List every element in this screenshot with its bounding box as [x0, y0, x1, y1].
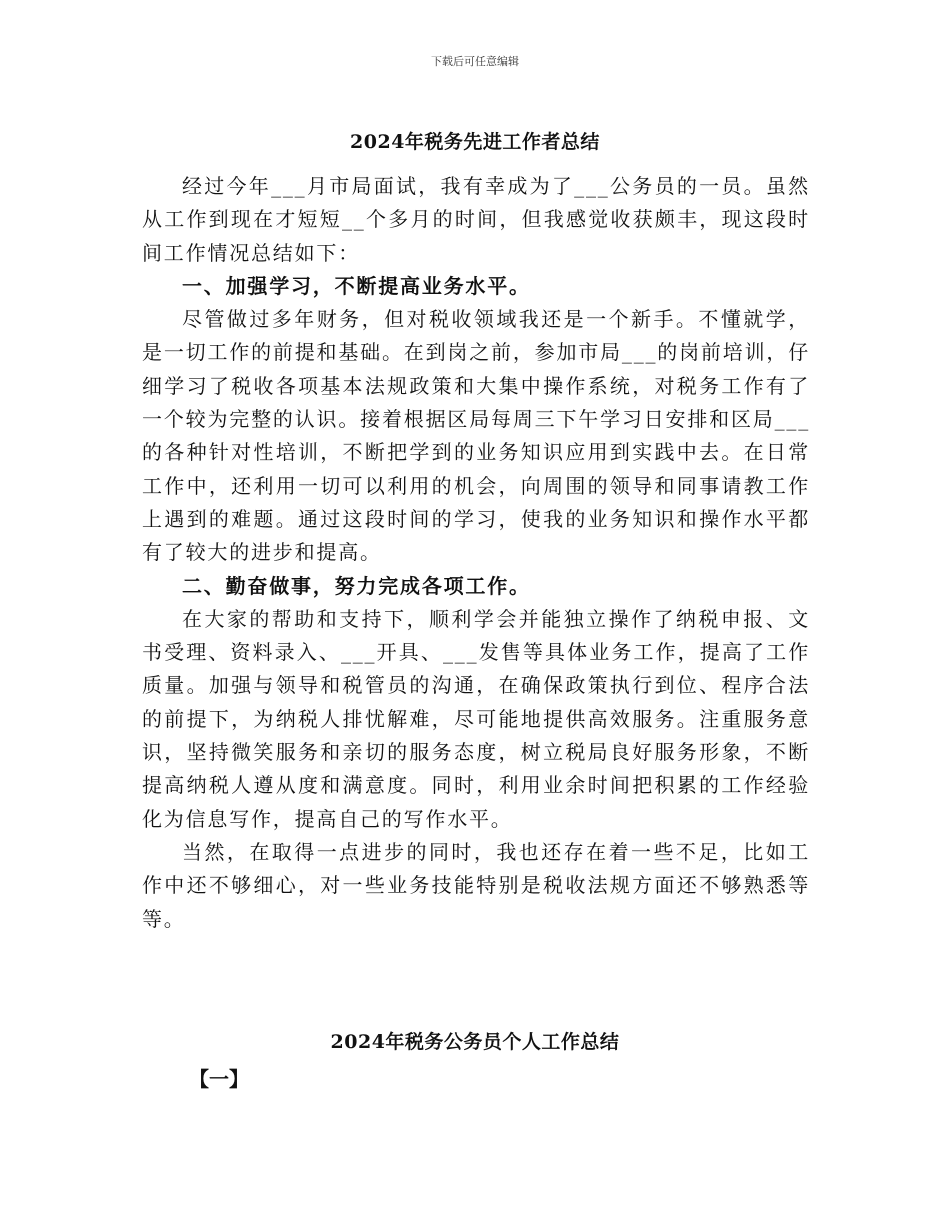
- part-label: 【一】: [189, 1067, 249, 1091]
- document-body: [142, 170, 810, 936]
- second-document-title: 2024年税务公务员个人工作总结: [330, 1031, 620, 1053]
- document-title: 2024年税务先进工作者总结: [350, 131, 600, 153]
- section-1-paragraph: 尽管做过多年财务，但对税收领域我还是一个新手。不懂就学，是一切工作的前提和基础。在到岗之前，参加市局___的岗前培训，仔细学习了税收各项基本法规政策和大集中操作系统，对税务工作有了一个较为完整的认识。接着根据区局每周三下午学习日安排和区局___的各种针对性培训，不断把学到的业务知识应用到实践中去。在日常工作中，还利用一切可以利用的机会，向周围的领导和同事请教工作上遇到的难题。通过这段时间的学习，使我的业务知识和操作水平都有了较大的进步和提高。: [142, 307, 810, 565]
- closing-paragraph: 当然，在取得一点进步的同时，我也还存在着一些不足，比如工作中还不够细心，对一些业务技能特别是税收法规方面还不够熟悉等等。: [142, 839, 810, 931]
- header-note: 下载后可任意编辑: [431, 55, 519, 68]
- section-1-heading: 一、加强学习，不断提高业务水平。: [182, 273, 531, 298]
- intro-paragraph: 经过今年___月市局面试，我有幸成为了___公务员的一员。虽然从工作到现在才短短__个多月的时间，但我感觉收获颇丰，现这段时间工作情况总结如下：: [142, 174, 810, 265]
- section-2-paragraph: 在大家的帮助和支持下，顺利学会并能独立操作了纳税申报、文书受理、资料录入、___开具、___发售等具体业务工作，提高了工作质量。加强与领导和税管员的沟通，在确保政策执行到位、程序合法的前提下，为纳税人排忧解难，尽可能地提供高效服务。注重服务意识，坚持微笑服务和亲切的服务态度，树立税局良好服务形象，不断提高纳税人遵从度和满意度。同时，利用业余时间把积累的工作经验化为信息写作，提高自己的写作水平。: [142, 606, 810, 831]
- section-2-heading: 二、勤奋做事，努力完成各项工作。: [182, 573, 531, 598]
